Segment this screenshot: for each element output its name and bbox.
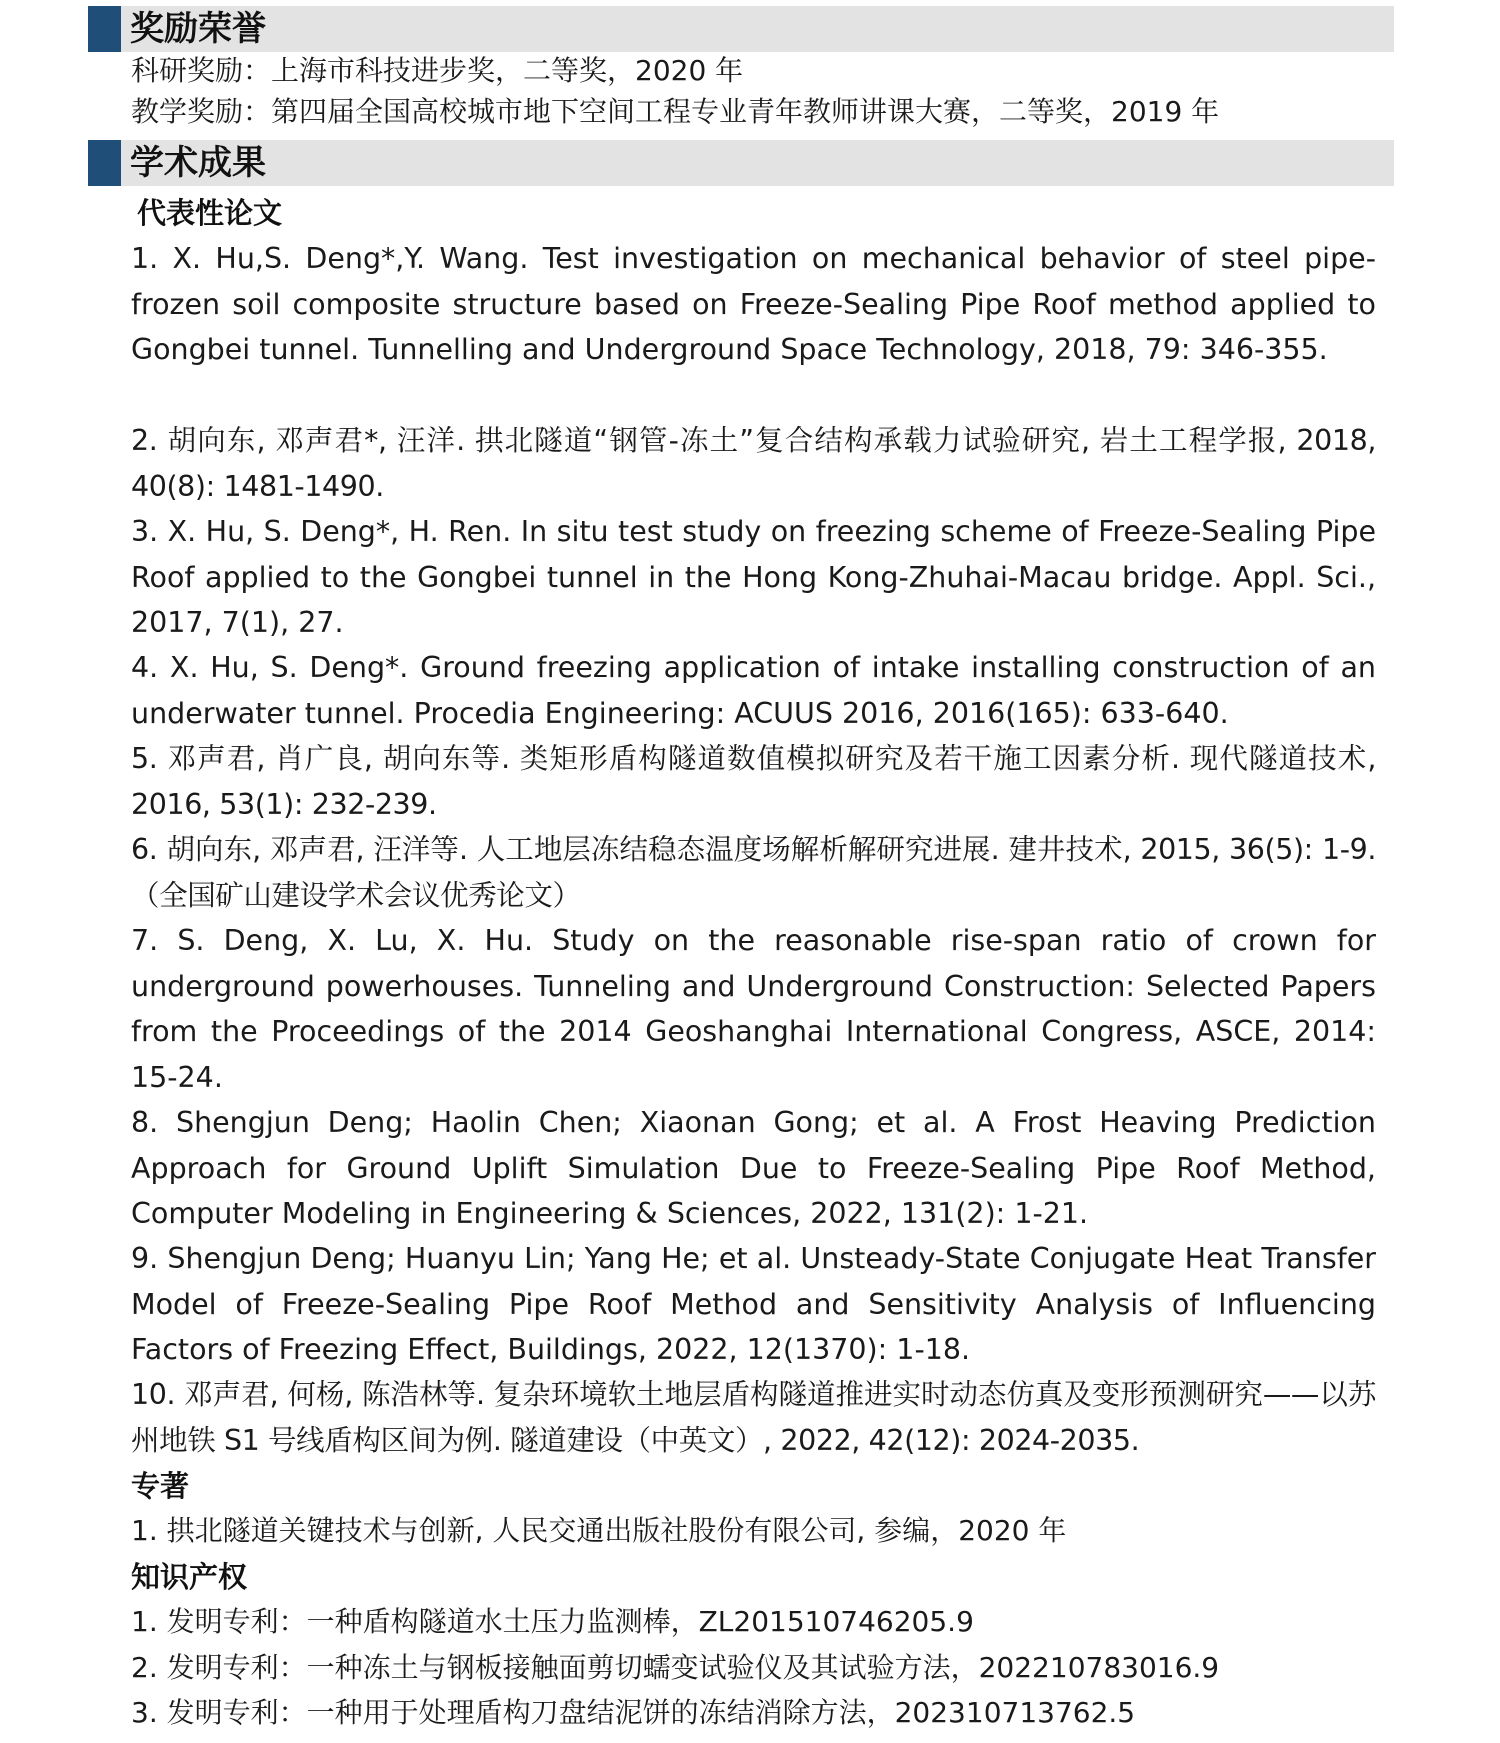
paper-item-9: 9. Shengjun Deng; Huanyu Lin; Yang He; et al. Unsteady-State Conjugate Heat Transfer Model of Freeze-Sealing Pipe Roof Method and Sensitivity Analysis of Influencing Factors of Freezing Effect, Buildings, 2022, 12(1370): 1-18.: [131, 1242, 1376, 1366]
patent-item-2: 2. 发明专利：一种冻土与钢板接触面剪切蠕变试验仪及其试验方法，202210783016.9: [131, 1651, 1220, 1684]
books-heading: 专著: [131, 1469, 190, 1503]
paper-item-2: 2. 胡向东, 邓声君*, 汪洋. 拱北隧道“钢管-冻土”复合结构承载力试验研究, 岩土工程学报, 2018, 40(8): 1481-1490.: [131, 424, 1376, 503]
awards-section-title: 奖励荣誉: [130, 9, 266, 49]
patent-item-1: 1. 发明专利：一种盾构隧道水土压力监测棒，ZL201510746205.9: [131, 1605, 974, 1638]
section-marker: [88, 140, 121, 186]
paper-item-8: 8. Shengjun Deng; Haolin Chen; Xiaonan Gong; et al. A Frost Heaving Prediction Approach for Ground Uplift Simulation Due to Freeze-Sealing Pipe Roof Method, Computer Modeling in Engineering & Sciences, 2022, 131(2): 1-21.: [131, 1106, 1376, 1230]
ip-heading: 知识产权: [131, 1560, 248, 1594]
award-item-research: 科研奖励：上海市科技进步奖，二等奖，2020 年: [131, 54, 744, 87]
paper-item-3: 3. X. Hu, S. Deng*, H. Ren. In situ test study on freezing scheme of Freeze-Sealing Pipe Roof applied to the Gongbei tunnel in the Hong Kong-Zhuhai-Macau bridge. Appl. Sci., 2017, 7(1), 27.: [131, 515, 1376, 639]
paper-item-6: 6. 胡向东, 邓声君, 汪洋等. 人工地层冻结稳态温度场解析解研究进展. 建井技术, 2015, 36(5): 1-9.（全国矿山建设学术会议优秀论文）: [131, 833, 1376, 912]
book-item-1: 1. 拱北隧道关键技术与创新, 人民交通出版社股份有限公司, 参编，2020 年: [131, 1514, 1067, 1547]
achievements-section-header: [88, 140, 1394, 186]
awards-section-header: [88, 6, 1394, 52]
paper-item-7: 7. S. Deng, X. Lu, X. Hu. Study on the reasonable rise-span ratio of crown for underground powerhouses. Tunneling and Underground Construction: Selected Papers from the Proceedings of the 2014 Geoshanghai International Congress, ASCE, 2014: 15-24.: [131, 924, 1376, 1094]
paper-item-10: 10. 邓声君, 何杨, 陈浩林等. 复杂环境软土地层盾构隧道推进实时动态仿真及变形预测研究——以苏州地铁 S1 号线盾构区间为例. 隧道建设（中英文）, 2022, 42(12): 2024-2035.: [131, 1378, 1376, 1457]
patent-item-3: 3. 发明专利：一种用于处理盾构刀盘结泥饼的冻结消除方法，202310713762.5: [131, 1696, 1136, 1729]
section-marker: [88, 6, 121, 52]
paper-item-4: 4. X. Hu, S. Deng*. Ground freezing application of intake installing construction of an underwater tunnel. Procedia Engineering: ACUUS 2016, 2016(165): 633-640.: [131, 651, 1376, 730]
papers-heading: 代表性论文: [137, 196, 283, 230]
achievements-section-title: 学术成果: [130, 143, 266, 183]
paper-item-1: 1. X. Hu,S. Deng*,Y. Wang. Test investigation on mechanical behavior of steel pipe-frozen soil composite structure based on Freeze-Sealing Pipe Roof method applied to Gongbei tunnel. Tunnelling and Underground Space Technology, 2018, 79: 346-355.: [131, 242, 1376, 366]
award-item-teaching: 教学奖励：第四届全国高校城市地下空间工程专业青年教师讲课大赛，二等奖，2019 年: [131, 95, 1220, 128]
paper-item-5: 5. 邓声君, 肖广良, 胡向东等. 类矩形盾构隧道数值模拟研究及若干施工因素分析. 现代隧道技术, 2016, 53(1): 232-239.: [131, 742, 1376, 821]
